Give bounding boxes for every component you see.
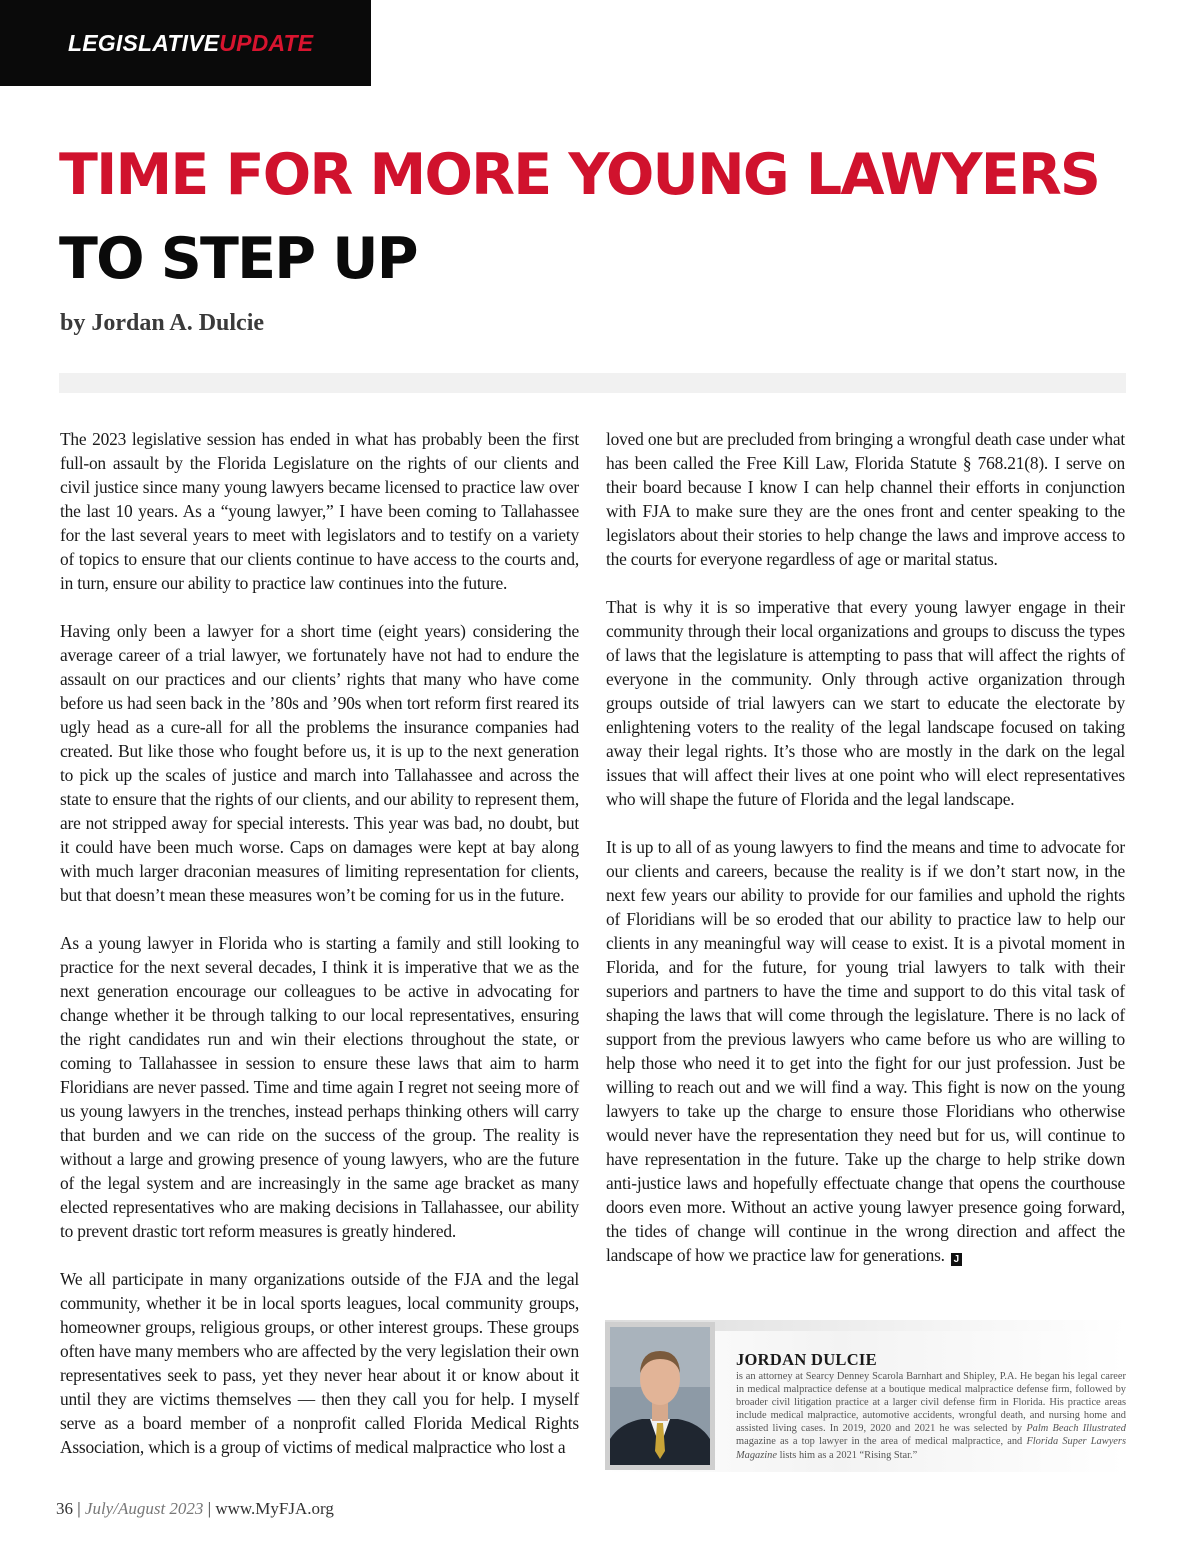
paragraph-6 <box>606 835 1125 1267</box>
bio-text-1: is an attorney at Searcy Denney Scarola Barnhart and Shipley, P.A. He began his legal career in medical malpractice defense at a boutique medical malpractice defense firm, followed by broader civil litigation practice at a larger civil defense firm in Florida. His practice areas include medical malpractice, automotive accidents, wrongful death, and nursing home and assisted living cases. In 2019, 2020 and 2021 he was selected by <box>736 1371 1126 1435</box>
author-bio-box <box>605 1320 1126 1472</box>
article-column-left <box>60 427 579 1483</box>
paragraph-3: As a young lawyer in Florida who is starting a family and still looking to practice for the next several decades, I think it is imperative that we as the next generation encourage our colleagues to be active in advocating for change whether it be through talking to our local representatives, ensuring the right candidates run and win their elections throughout the state, or coming to Tallahassee in session to ensure these laws that aim to harm Floridians are never passed. Time and time again I regret not seeing more of us young lawyers in the trenches, instead perhaps thinking others will carry that burden and we can ride on the success of the group. The reality is without a large and growing presence of young lawyers, who are the future of the legal system and are increasingly in the same age bracket as many elected representatives who are making decisions in Tallahassee, our ability to prevent drastic tort reform measures is greatly hindered. <box>60 933 579 1241</box>
paragraph-4 <box>60 1267 579 1459</box>
issue-date: July/August 2023 <box>84 1499 204 1518</box>
paragraph-2: Having only been a lawyer for a short time (eight years) considering the average career of a trial lawyer, we fortunately have not had to endure the assault on our practices and our clients’ rights that many who have come before us had seen back in the ’80s and ’90s when tort reform first reared its ugly head as a cure-all for all the problems the insurance companies had created. But like those who fought before us, it is up to the next generation to pick up the scales of justice and march into Tallahassee and across the state to ensure that the rights of our clients, and our ability to represent them, are not stripped away for special interests. This year was bad, no doubt, but it could have been much worse. Caps on damages were kept at bay along with much larger draconian measures of limiting representation for clients, but that doesn’t mean these measures won’t be coming for us in the future. <box>60 621 579 905</box>
section-tag-legislative: LEGISLATIVE <box>68 30 220 56</box>
paragraph-4-continued: loved one but are precluded from bringing a wrongful death case under what has been called the Free Kill Law, Florida Statute § 768.21(8). I serve on their board because I know I can help channel their efforts in conjunction with FJA to make sure they are the ones front and center speaking to the legislators about their stories to help change the laws and improve access to the courts for everyone regardless of age or marital status. <box>606 429 1125 569</box>
paragraph-4-text: We all participate in many organizations outside of the FJA and the legal community, whether it be in local sports leagues, local community groups, homeowner groups, religious groups, or other interest groups. These groups often have many members who are affected by the very legislation their own representatives seek to pass, yet they never hear about it or know about it until they are victims themselves — then they call you for help. I myself serve as a board member of a nonprofit called Florida Medical Rights Association, which is a group of victims of medical malpractice who lost a <box>60 1269 579 1457</box>
author-portrait-icon <box>610 1327 710 1465</box>
section-tag-update: UPDATE <box>219 30 314 56</box>
section-tag <box>0 0 371 86</box>
website-link[interactable]: www.MyFJA.org <box>215 1499 334 1518</box>
bio-publication-1: Palm Beach Illustrated <box>1026 1423 1126 1435</box>
paragraph-6-text: It is up to all of as young lawyers to find the means and time to advocate for our clients and careers, because the reality is if we don’t start now, in the next few years our ability to provide for our families and uphold the rights of Floridians will be so eroded that our ability to practice law to help our clients in any meaningful way will cease to exist. It is a pivotal moment in Florida, and for the future, for young trial lawyers to talk with their superiors and partners to have the time and support to do this vital task of shaping the laws that will come through the legislature. There is no lack of support from the previous lawyers who came before us who are willing to help those who need it to get into the fight for our just profession. Just be willing to reach out and we will find a way. This fight is now on the young lawyers to take up the charge to ensure those Floridians who otherwise would never have the representation they need but for us, will continue to have representation in the future. Take up the charge to help strike down anti-justice laws and hopefully effectuate change that opens the courthouse doors even more. Without an active young lawyer presence going forward, the tides of change will continue in the wrong direction and affect the landscape of how we practice law for generations. <box>606 837 1125 1265</box>
divider-bar <box>59 373 1126 393</box>
paragraph-1: The 2023 legislative session has ended in what has probably been the first full-on assault by the Florida Legislature on the rights of our clients and civil justice since many young lawyers became licensed to practice law over the last 10 years. As a “young lawyer,” I have been coming to Tallahassee for the last several years to meet with legislators and to testify on a variety of topics to ensure that our clients continue to have access to the courts and, in turn, ensure our ability to practice law continues into the future. <box>60 429 579 593</box>
bio-publication-2: Florida Super Lawyers Magazine <box>736 1436 1126 1461</box>
page-number: 36 <box>56 1499 73 1518</box>
byline: by Jordan A. Dulcie <box>60 310 265 336</box>
bio-text-3: lists him as a 2021 “Rising Star.” <box>779 1449 918 1461</box>
footer-separator: | <box>207 1499 212 1518</box>
paragraph-5: That is why it is so imperative that every young lawyer engage in their community through their local organizations and groups to discuss the types of laws that the legislature is attempting to pass that will affect the rights of everyone in the community. Only through active organization through groups outside of trial lawyers can we start to educate the electorate by enlightening voters to the reality of the legal landscape focused on taking away their legal rights. It’s those who are mostly in the dark on the legal issues that will affect their lives at one point who will elect representatives who will shape the future of Florida and the legal landscape. <box>606 597 1125 809</box>
headline-line-2: TO STEP UP <box>59 226 417 292</box>
footer-separator: | <box>77 1499 81 1518</box>
headline-line-1: TIME FOR MORE YOUNG LAWYERS <box>59 142 1100 208</box>
article-column-right <box>606 427 1125 1291</box>
bio-text-2: magazine as a top lawyer in the area of medical malpractice, and <box>736 1436 1023 1448</box>
author-photo <box>605 1322 715 1470</box>
author-bio-text <box>736 1370 1126 1462</box>
section-tag-text <box>68 30 313 57</box>
end-mark-icon: J <box>951 1253 962 1266</box>
author-name: JORDAN DULCIE <box>736 1350 877 1369</box>
page-footer <box>56 1499 334 1519</box>
